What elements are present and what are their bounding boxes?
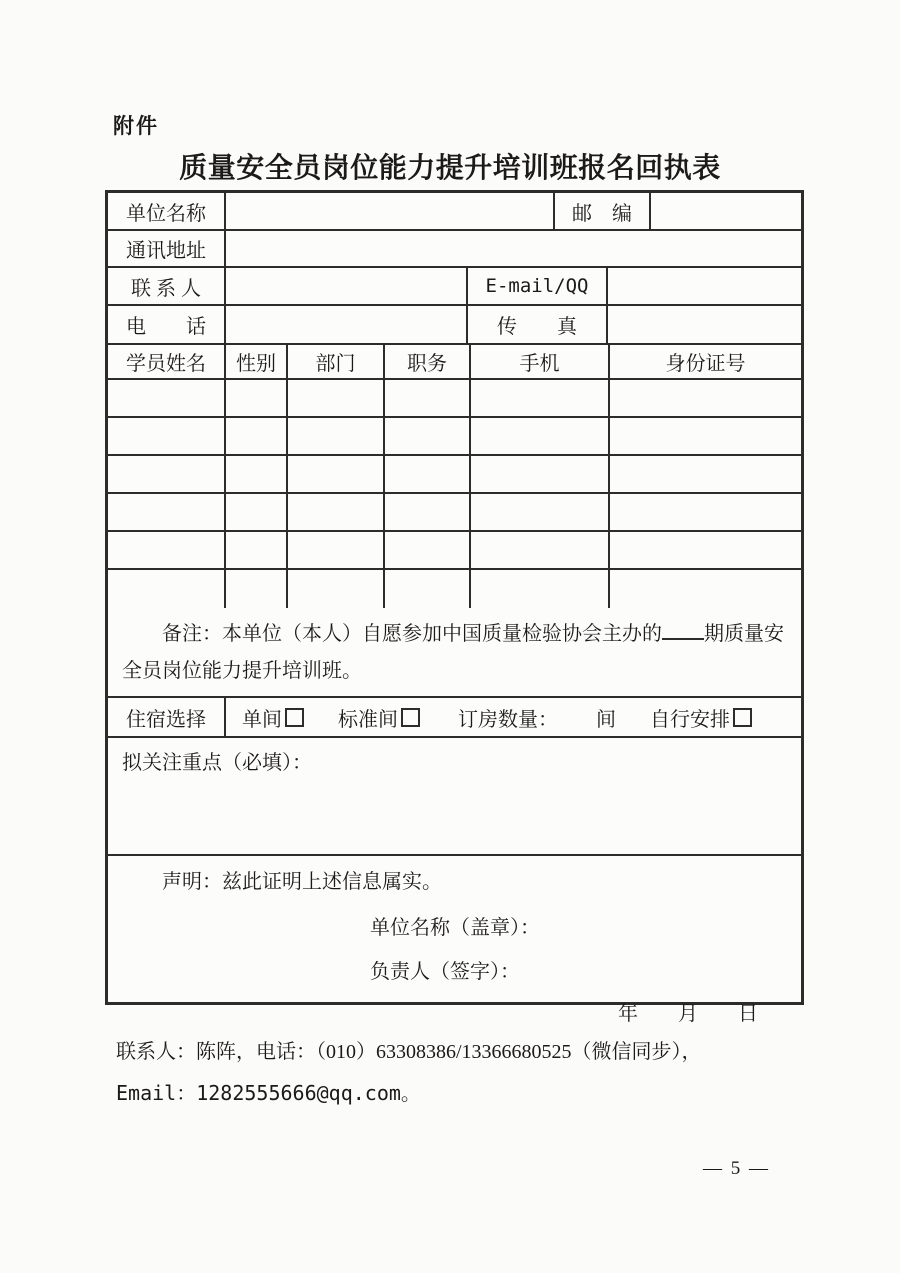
lodging-options <box>226 698 801 736</box>
student-empty-row <box>108 380 801 418</box>
student-id-cell[interactable] <box>610 456 801 492</box>
focus-label: 拟关注重点（必填）： <box>122 752 312 774</box>
student-gender-cell[interactable] <box>226 456 288 492</box>
student-empty-rows <box>108 380 801 608</box>
student-name-cell[interactable] <box>108 456 226 492</box>
single-room-label: 单间 <box>242 708 282 731</box>
header-gender: 性别 <box>226 345 288 378</box>
student-name-cell[interactable] <box>108 380 226 416</box>
standard-room-label: 标准间 <box>338 708 398 731</box>
date-label: 年 月 日 <box>618 1003 758 1025</box>
student-empty-row <box>108 532 801 570</box>
footer-line2: Email：1282555666@qq.com。 <box>116 1081 421 1105</box>
student-empty-row <box>108 418 801 456</box>
remark-section <box>108 608 801 698</box>
session-blank-line[interactable] <box>662 624 704 640</box>
self-arranged-checkbox[interactable] <box>733 708 752 727</box>
student-position-cell[interactable] <box>385 418 471 454</box>
student-id-cell[interactable] <box>610 380 801 416</box>
header-mobile: 手机 <box>471 345 610 378</box>
phone-input[interactable] <box>226 306 468 343</box>
footer-contact-info <box>116 1032 826 1114</box>
header-id-number: 身份证号 <box>665 353 746 375</box>
student-name-cell[interactable] <box>108 532 226 568</box>
unit-name-input[interactable] <box>226 193 555 229</box>
row-unit-name <box>108 193 801 231</box>
student-id-cell[interactable] <box>610 532 801 568</box>
student-department-cell[interactable] <box>288 380 385 416</box>
student-department-cell[interactable] <box>288 570 385 608</box>
address-label: 通讯地址 <box>108 231 226 266</box>
remark-text <box>122 616 787 690</box>
student-id-cell[interactable] <box>610 570 801 608</box>
student-department-cell[interactable] <box>288 456 385 492</box>
student-position-cell[interactable] <box>385 532 471 568</box>
row-lodging <box>108 698 801 738</box>
declaration-section <box>108 856 801 1025</box>
row-phone <box>108 306 801 345</box>
lodging-label: 住宿选择 <box>108 698 226 736</box>
student-mobile-cell[interactable] <box>471 532 610 568</box>
footer-line1: 联系人：陈阵，电话：（010）63308386/13366680525（微信同步）， <box>116 1041 702 1063</box>
student-mobile-cell[interactable] <box>471 380 610 416</box>
student-empty-row <box>108 494 801 532</box>
option-standard-room <box>338 703 420 732</box>
unit-seal-label: 单位名称（盖章）： <box>370 917 540 939</box>
unit-name-label: 单位名称 <box>108 193 226 229</box>
quantity-unit-label: 间 <box>596 708 616 731</box>
attachment-label: 附件 <box>113 114 159 138</box>
remark-prefix: 备注：本单位（本人）自愿参加中国质量检验协会主办的 <box>162 623 662 645</box>
student-empty-row <box>108 456 801 494</box>
header-department: 部门 <box>288 345 385 378</box>
contact-input[interactable] <box>226 268 468 304</box>
option-self-arranged <box>650 703 752 732</box>
page-number: — 5 — <box>703 1158 770 1179</box>
student-gender-cell[interactable] <box>226 418 288 454</box>
student-gender-cell[interactable] <box>226 570 288 608</box>
signer-label: 负责人（签字）： <box>370 961 520 983</box>
self-arranged-label: 自行安排 <box>650 708 730 731</box>
contact-label: 联 系 人 <box>108 268 226 304</box>
option-single-room <box>242 703 304 732</box>
standard-room-checkbox[interactable] <box>401 708 420 727</box>
page-title: 质量安全员岗位能力提升培训班报名回执表 <box>179 153 721 184</box>
student-position-cell[interactable] <box>385 380 471 416</box>
student-empty-row <box>108 570 801 608</box>
student-id-cell[interactable] <box>610 494 801 530</box>
student-department-cell[interactable] <box>288 418 385 454</box>
email-qq-input[interactable] <box>608 268 801 304</box>
remark-suffix: 期质量安全员岗位能力提升培训班。 <box>122 623 784 682</box>
fax-input[interactable] <box>608 306 801 343</box>
fax-label: 传 真 <box>468 306 608 343</box>
student-mobile-cell[interactable] <box>471 494 610 530</box>
student-id-cell[interactable] <box>610 418 801 454</box>
student-department-cell[interactable] <box>288 494 385 530</box>
student-gender-cell[interactable] <box>226 380 288 416</box>
student-mobile-cell[interactable] <box>471 456 610 492</box>
address-input[interactable] <box>226 231 801 266</box>
student-department-cell[interactable] <box>288 532 385 568</box>
row-address <box>108 231 801 268</box>
student-mobile-cell[interactable] <box>471 418 610 454</box>
focus-section[interactable] <box>108 738 801 856</box>
student-name-cell[interactable] <box>108 494 226 530</box>
student-gender-cell[interactable] <box>226 494 288 530</box>
declaration-statement: 声明：兹此证明上述信息属实。 <box>162 871 442 893</box>
postal-code-input[interactable] <box>651 193 801 229</box>
row-contact <box>108 268 801 306</box>
single-room-checkbox[interactable] <box>285 708 304 727</box>
student-position-cell[interactable] <box>385 456 471 492</box>
student-position-cell[interactable] <box>385 570 471 608</box>
student-name-cell[interactable] <box>108 570 226 608</box>
student-name-cell[interactable] <box>108 418 226 454</box>
student-mobile-cell[interactable] <box>471 570 610 608</box>
student-position-cell[interactable] <box>385 494 471 530</box>
student-gender-cell[interactable] <box>226 532 288 568</box>
header-position: 职务 <box>385 345 471 378</box>
student-table-header-row <box>108 345 801 380</box>
phone-label: 电 话 <box>108 306 226 343</box>
header-student-name: 学员姓名 <box>108 345 226 378</box>
postal-code-label: 邮 编 <box>555 193 651 229</box>
email-qq-label: E-mail/QQ <box>468 268 608 304</box>
booking-quantity-label: 订房数量： <box>458 708 558 731</box>
registration-form-table <box>105 190 804 1025</box>
